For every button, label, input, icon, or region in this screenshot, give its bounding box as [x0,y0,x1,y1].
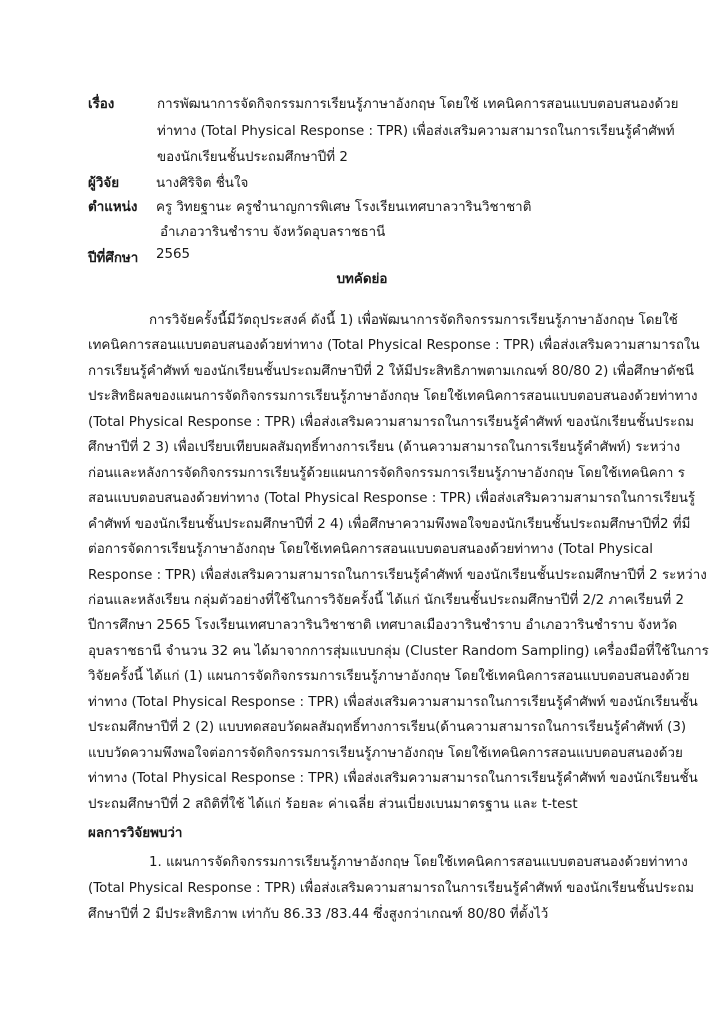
abstract-line: คำศัพท์ ของนักเรียนชั้นประถมศึกษาปีที่ 2 4) เพื่อศึกษาความพึงพอใจของนักเรียนชั้นประถมศึกษาปีที่2 ที่มี [88,517,691,532]
abstract-line: การวิจัยครั้งนี้มีวัตถุประสงค์ ดังนี้ 1) เพื่อพัฒนาการจัดกิจกรรมการเรียนรู้ภาษาอังกฤษ โดยใช้ [149,313,678,328]
abstract-line: สอนแบบตอบสนองด้วยท่าทาง (Total Physical Response : TPR) เพื่อส่งเสริมความสามารถในการเรียนรู้ [88,491,696,506]
abstract-line: การเรียนรู้คำศัพท์ ของนักเรียนชั้นประถมศึกษาปีที่ 2 ให้มีประสิทธิภาพตามเกณฑ์ 80/80 2) เพื่อศึกษาดัชนี [88,364,694,379]
abstract-line: ปีการศึกษา 2565 โรงเรียนเทศบาลวารินวิชาชาติ เทศบาลเมืองวารินชำราบ อำเภอวารินชำราบ จังหวัด [88,618,678,633]
abstract-line: ประถมศึกษาปีที่ 2 สถิติที่ใช้ ได้แก่ ร้อยละ ค่าเฉลี่ย ส่วนเบี่ยงเบนมาตรฐาน และ t-test [88,797,578,812]
results-heading: ผลการวิจัยพบว่า [88,826,183,841]
title-line-1: การพัฒนาการจัดกิจกรรมการเรียนรู้ภาษาอังกฤษ โดยใช้ เทคนิคการสอนแบบตอบสนองด้วย [157,97,679,112]
abstract-line: ก่อนและหลังการจัดกิจกรรมการเรียนรู้ด้วยแผนการจัดกิจกรรมการเรียนรู้ภาษาอังกฤษ โดยใช้เทคนิคกา ร [88,466,685,481]
researcher-name: นางศิริจิต ชื่นใจ [156,176,249,191]
abstract-line: วิจัยครั้งนี้ ได้แก่ (1) แผนการจัดกิจกรรมการเรียนรู้ภาษาอังกฤษ โดยใช้เทคนิคการสอนแบบตอบสนองด้วย [88,669,690,684]
abstract-line: ก่อนและหลังเรียน กลุ่มตัวอย่างที่ใช้ในการวิจัยครั้งนี้ ได้แก่ นักเรียนชั้นประถมศึกษาปีที่ 2/2 ภาคเรียนที่ 2 [88,593,685,608]
abstract-line: (Total Physical Response : TPR) เพื่อส่งเสริมความสามารถในการเรียนรู้คำศัพท์ ของนักเรียนชั้นประถม [88,415,695,430]
title-row [88,93,156,114]
title-label: เรื่อง [88,97,115,112]
position-label: ตำแหน่ง [88,200,138,215]
position-row [88,196,531,217]
abstract-line: ท่าทาง (Total Physical Response : TPR) เพื่อส่งเสริมความสามารถในการเรียนรู้คำศัพท์ ของนักเรียนชั้น [88,695,698,710]
title-line-3: ของนักเรียนชั้นประถมศึกษาปีที่ 2 [157,150,348,165]
researcher-row [88,172,248,193]
year-value: 2565 [156,247,191,262]
abstract-line: ศึกษาปีที่ 2 3) เพื่อเปรียบเทียบผลสัมฤทธิ์ทางการเรียน (ด้านความสามารถในการเรียนรู้คำศัพท์) ระหว่าง [88,440,681,455]
abstract-line: ท่าทาง (Total Physical Response : TPR) เพื่อส่งเสริมความสามารถในการเรียนรู้คำศัพท์ ของนักเรียนชั้น [88,771,698,786]
position-line-1: ครู วิทยฐานะ ครูชำนาญการพิเศษ โรงเรียนเทศบาลวารินวิชาชาติ [156,200,532,215]
abstract-line: แบบวัดความพึงพอใจต่อการจัดกิจกรรมการเรียนรู้ภาษาอังกฤษ โดยใช้เทคนิคการสอนแบบตอบสนองด้วย [88,746,683,761]
results-line: (Total Physical Response : TPR) เพื่อส่งเสริมความสามารถในการเรียนรู้คำศัพท์ ของนักเรียนชั้นประถม [88,881,695,896]
year-row [88,247,190,268]
abstract-line: เทคนิคการสอนแบบตอบสนองด้วยท่าทาง (Total Physical Response : TPR) เพื่อส่งเสริมความสามารถใน [88,338,700,353]
results-line: 1. แผนการจัดกิจกรรมการเรียนรู้ภาษาอังกฤษ โดยใช้เทคนิคการสอนแบบตอบสนองด้วยท่าทาง [149,855,688,870]
position-line-2: อำเภอวารินชำราบ จังหวัดอุบลราชธานี [160,225,386,240]
researcher-label: ผู้วิจัย [88,176,120,191]
abstract-heading: บทคัดย่อ [336,272,388,287]
abstract-line: ต่อการจัดการเรียนรู้ภาษาอังกฤษ โดยใช้เทคนิคการสอนแบบตอบสนองด้วยท่าทาง (Total Physical [88,542,654,557]
title-line-2: ท่าทาง (Total Physical Response : TPR) เพื่อส่งเสริมความสามารถในการเรียนรู้คำศัพท์ [157,124,675,139]
year-label: ปีที่ศึกษา [88,251,139,266]
abstract-line: Response : TPR) เพื่อส่งเสริมความสามารถในการเรียนรู้คำศัพท์ ของนักเรียนชั้นประถมศึกษาปีที่ 2 ระหว่าง [88,568,707,583]
abstract-line: ประสิทธิผลของแผนการจัดกิจกรรมการเรียนรู้ภาษาอังกฤษ โดยใช้เทคนิคการสอนแบบตอบสนองด้วยท่าทาง [88,389,698,404]
abstract-line: อุบลราชธานี จำนวน 32 คน ได้มาจากการสุ่มแบบกลุ่ม (Cluster Random Sampling) เครื่องมือที่ใช้ในการ [88,644,709,659]
results-line: ศึกษาปีที่ 2 มีประสิทธิภาพ เท่ากับ 86.33 /83.44 ซึ่งสูงกว่าเกณฑ์ 80/80 ที่ตั้งไว้ [88,907,549,922]
abstract-line: ประถมศึกษาปีที่ 2 (2) แบบทดสอบวัดผลสัมฤทธิ์ทางการเรียน(ด้านความสามารถในการเรียนรู้คำศัพท์ (3) [88,720,687,735]
